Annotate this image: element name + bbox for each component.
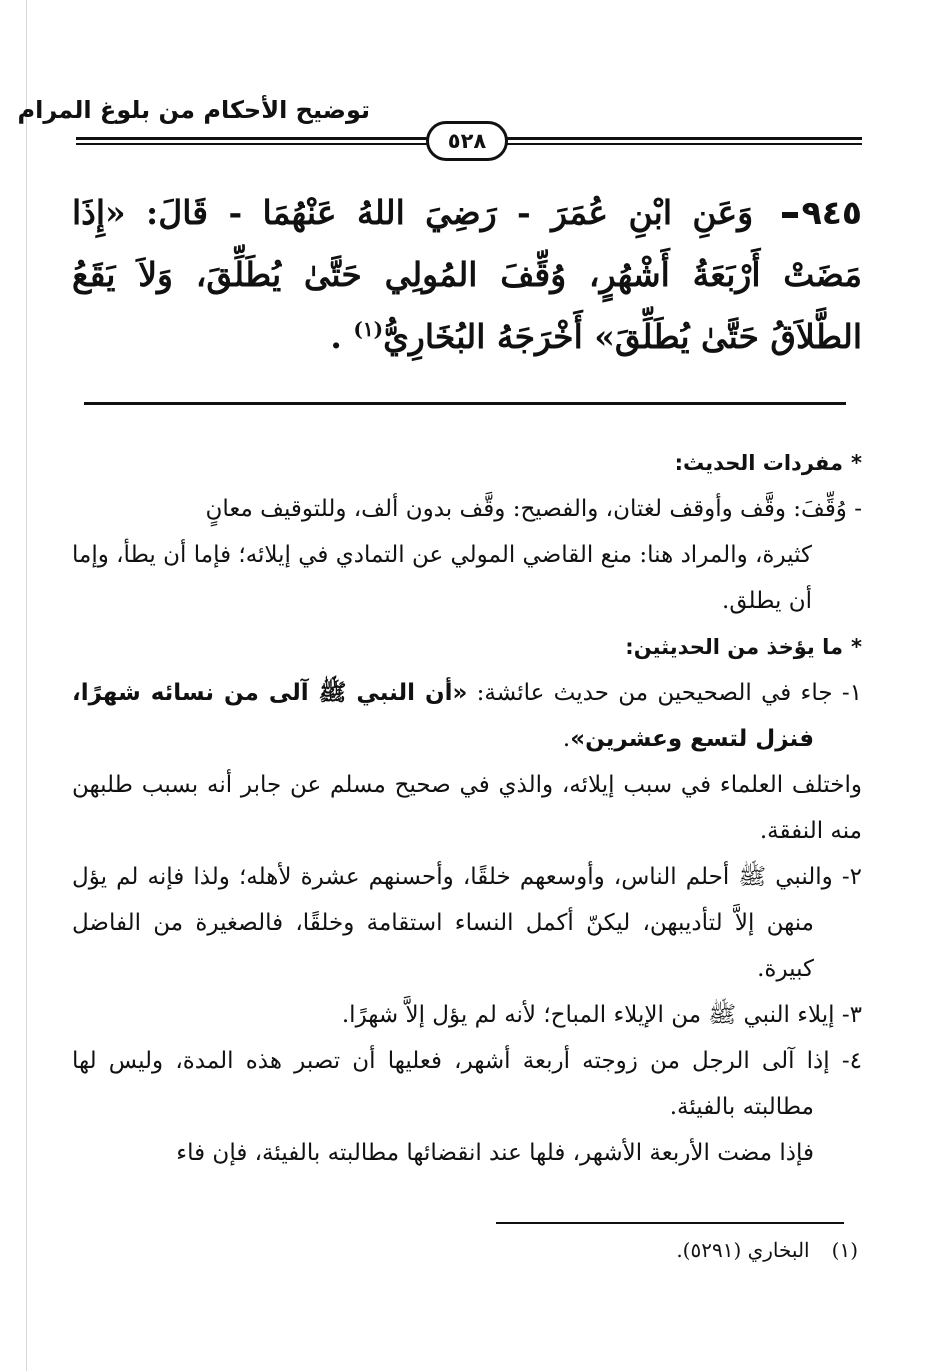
lesson-paragraph-continuation: فإذا مضت الأربعة الأشهر، فلها عند انقضائها مطالبته بالفيئة، فإن فاء: [176, 1140, 814, 1166]
hadith-block: [72, 182, 862, 368]
scan-edge-line: [26, 0, 27, 1371]
lesson-item-2: ٢- والنبي ﷺ أحلم الناس، وأوسعهم خلقًا، وأحسنهم عشرة لأهله؛ ولذا فإنه لم يؤل منهن إلاَّ لتأديبهن، ليكنّ أكمل النساء استقامة وخلقًا، فالصغيرة من الفاضل كبيرة.: [72, 864, 862, 982]
hadith-end-mark: .: [330, 317, 342, 356]
lesson-paragraph-cause: واختلف العلماء في سبب إيلائه، والذي في صحيح مسلم عن جابر أنه بسبب طلبهن منه النفقة.: [72, 772, 862, 844]
footnote-separator-rule: [496, 1222, 844, 1224]
lesson-item-1-prefix: ١- جاء في الصحيحين من حديث عائشة:: [467, 680, 862, 706]
section-heading-text: مفردات الحديث:: [674, 451, 844, 475]
running-header-title: توضيح الأحكام من بلوغ المرام: [17, 96, 370, 124]
heading-star-icon: *: [851, 635, 862, 659]
page-number-badge: [426, 121, 508, 161]
footnote-text: البخاري (٥٢٩١).: [676, 1238, 810, 1262]
lesson-item-1-quote: «أن النبي ﷺ آلى من نسائه شهرًا، فنزل لتسع وعشرين»: [72, 680, 814, 752]
lesson-item-3: ٣- إيلاء النبي ﷺ من الإيلاء المباح؛ لأنه لم يؤل إلاَّ شهرًا.: [341, 1002, 862, 1028]
footnote: [676, 1238, 858, 1262]
heading-star-icon: *: [851, 451, 862, 475]
section-heading-vocabulary: [72, 440, 862, 486]
hadith-number: ٩٤٥: [801, 193, 862, 232]
section-heading-text: ما يؤخذ من الحديثين:: [625, 635, 844, 659]
hadith-text: وَعَنِ ابْنِ عُمَرَ - رَضِيَ اللهُ عَنْهُمَا - قَالَ: «إِذَا مَضَتْ أَرْبَعَةُ أَشْهُرٍ، وُقِّفَ المُولِي حَتَّىٰ يُطَلِّقَ، وَلاَ يَقَعُ الطَّلاَقُ حَتَّىٰ يُطَلِّقَ» أَخْرَجَهُ البُخَارِيُّ: [72, 193, 862, 356]
lesson-item-1-suffix: .: [562, 726, 571, 752]
hadith-footnote-ref[interactable]: (١): [353, 317, 384, 341]
hadith-separator-rule: [84, 402, 846, 405]
page-number: ٥٢٨: [447, 129, 487, 153]
vocab-paragraph-line: - وُقِّفَ: وقَّف وأوقف لغتان، والفصيح: وقَّف بدون ألف، وللتوقيف معانٍ: [205, 496, 862, 522]
lesson-item-4: ٤- إذا آلى الرجل من زوجته أربعة أشهر، فعليها أن تصبر هذه المدة، وليس لها مطالبته بالفيئة.: [72, 1048, 862, 1120]
lesson-item-1: [72, 670, 862, 762]
hadith-number-dash: [782, 212, 798, 218]
section-heading-lessons: [72, 624, 862, 670]
footnote-number: (١): [831, 1238, 858, 1262]
commentary-body: [72, 440, 862, 1176]
vocab-paragraph-continuation: كثيرة، والمراد هنا: منع القاضي المولي عن التمادي في إيلائه؛ فإما أن يطأ، وإما أن يطلق.: [72, 542, 812, 614]
